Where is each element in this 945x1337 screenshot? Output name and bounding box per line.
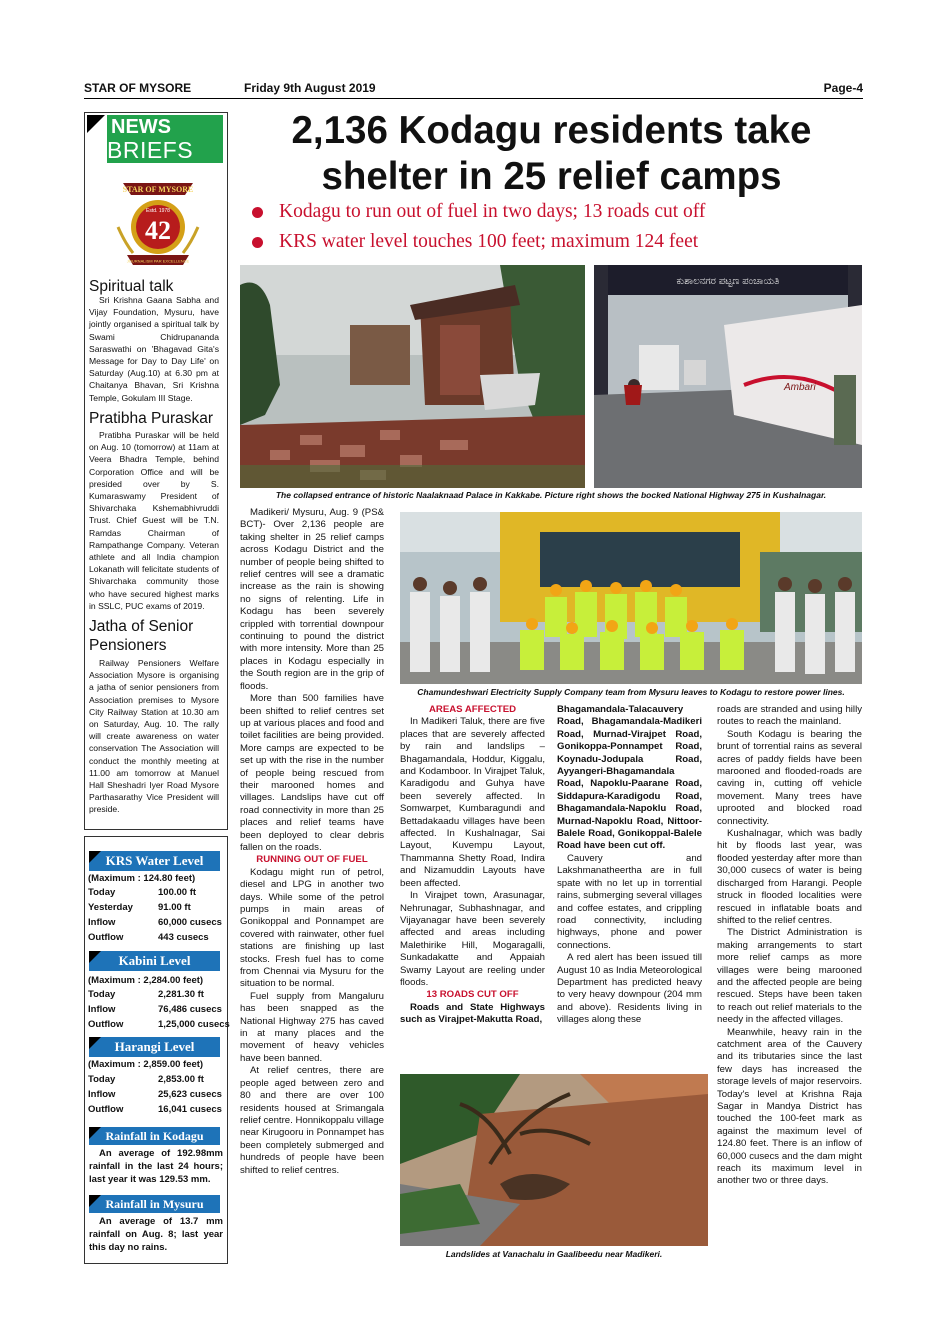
photo-caption-landslides: Landslides at Vanachalu in Gaalibeedu near Madikeri.	[445, 1249, 663, 1259]
water-levels-box: KRS Water Level (Maximum : 124.80 feet) Today 100.00 ft Yesterday 91.00 ft Inflow 60,000 cusecs Outflow 443 cusecs Kabini Level (Maximum : 2,284.00 feet) Today 2,281.30 ft Inflow 76,486 cusecs Outflow 1,25,000 cusecs Harangi Level (Maximum : 2,859.00 feet) Today 2,853.00 ft Inflow 25,623 cusecs Outflow 16,041 cusecs Rainfall in Kodagu An average of 192.98mm rainfall in the last 24 hours; last year it was 129.53 mm. Rainfall in Mysuru An average of 13.7 mm rainfall on Aug. 8; last year this day no rains.	[84, 836, 228, 1264]
logo-ribbon-text: JOURNALISM PAR EXCELLENCE	[126, 258, 190, 264]
subheading-running-out-of-fuel: RUNNING OUT OF FUEL	[256, 854, 368, 866]
rainfall-mysuru-text: An average of 13.7 mm rainfall on Aug. 8; last year this day no rains.	[89, 1216, 223, 1253]
article-paragraph: Cauvery and Lakshmanatheertha are in full spate with no let up in torrential rains, submerging several villages and coffee estates, and crippling road connectivity, including highways, phone and power connections.	[557, 852, 702, 951]
article-column-4	[717, 704, 862, 1188]
subheadline-fuel: Kodagu to run out of fuel in two days; 13 roads cut off	[252, 201, 705, 223]
harangi-max: (Maximum : 2,859.00 feet)	[88, 1059, 204, 1070]
corner-triangle-icon	[87, 115, 105, 133]
article-paragraph: Meanwhile, heavy rain in the catchment area of the Cauvery and its tributaries since the last few days has increased the storage levels of major reservoirs. Today's level at Krishna Raja Sagar in Mandya District has touched the 100-feet mark as against the maximum level of 124.80 feet. There is an inflow of 60,000 cusecs and the dam might reach its maximum level in another two or three days.	[717, 1026, 862, 1187]
subheading-areas-affected: AREAS AFFECTED	[428, 704, 517, 715]
rainfall-kodagu-text: An average of 192.98mm rainfall in the last 24 hours; last year it was 129.53 mm.	[89, 1148, 223, 1185]
red-bullet-icon	[252, 237, 263, 248]
article-paragraph: At relief centres, there are people aged between zero and 80 and there are over 100 residents housed at Srimangala relief centre. Honnikoppalu village near Kirugooru in Ponnampet has been completely submerged and hundreds of people have been shifted to relief centres.	[240, 1065, 384, 1176]
article-paragraph: Kushalnagar, which was badly hit by floods last year, was flooded yesterday after more than 30,000 cusecs of water is being discharged from Harangi. People struck in flooded localities were rescued in inflatable boats and shifted to the relief centres.	[717, 828, 862, 926]
photo-caption-cesc: Chamundeshwari Electricity Supply Company team from Mysuru leaves to Kodagu to restore power lines.	[417, 687, 845, 697]
harangi-level-heading: Harangi Level	[89, 1037, 220, 1057]
page-number: Page-4	[823, 81, 863, 95]
subheadline-krs: KRS water level touches 100 feet; maximum 124 feet	[252, 231, 698, 253]
brief-text-spiritual-talk: Sri Krishna Gaana Sabha and Vijay Foundation, Mysuru, have jointly organised a spiritual talk by Swami Chidrupananda Saraswathi on 'Bhagavad Gita's Message for Day to Day Life' on Saturday (Aug.10) at 6.30 pm at Chaitanya Bhavan, Sri Krishna Temple, Gokulam III Stage.	[89, 295, 219, 403]
kabini-max: (Maximum : 2,284.00 feet)	[88, 975, 204, 986]
star-of-mysore-42-logo	[113, 175, 203, 275]
article-column-2	[400, 704, 545, 1027]
rainfall-mysuru-heading: Rainfall in Mysuru	[89, 1195, 220, 1213]
article-paragraph-bold: Roads and State Highways such as Virajpet-Makutta Road,	[400, 1001, 545, 1026]
briefs-label: BRIEFS	[107, 137, 194, 163]
page-header	[84, 78, 863, 99]
article-paragraph: Kodagu might run of petrol, diesel and LPG in another two days. While some of the petrol pumps in main areas of Gonikoppal and Ponnampet are covered with rainwater, other fuel stations are finishing up last stocks. Fresh fuel has to come from Chennai via Mysuru for the situation to be normal.	[240, 866, 384, 990]
article-paragraph: In Madikeri Taluk, there are five places that are severely affected by rain and landslips – Bhagamandala, Hoddur, Kiggalu, and Kodamboor. In Virajpet Taluk, Karadigodu and Guhya have been severely affected. In Somwarpet, Kumbaragundi and Bettadakaadu villages have been affected. In Kushalnagar, Sai Layout, Kuvempu Layout, Thammanna Shetty Road, Indira and Nizamuddin Layouts have been affected.	[400, 716, 545, 889]
article-paragraph: South Kodagu is bearing the brunt of torrential rains as several acres of paddy fields have been marooned and flooded-roads are caving in, cutting off vehicle movement. Many trees have uprooted and blocked road connectivity.	[717, 728, 862, 827]
corner-triangle-icon	[89, 1195, 101, 1207]
arch-signboard-text: ಕುಶಾಲನಗರ ಪಟ್ಟಣ ಪಂಚಾಯತಿ	[676, 276, 780, 287]
article-paragraph: The District Administration is making arrangements to start more relief camps as more villages were being marooned and the affected people are being rescued. Steps have been taken to reach out relief materials to the needy in the affected villages.	[717, 927, 862, 1026]
issue-date: Friday 9th August 2019	[244, 81, 376, 95]
main-headline: 2,136 Kodagu residents take shelter in 25 relief camps	[291, 109, 812, 198]
photo-cesc-team	[400, 512, 862, 684]
news-briefs-heading	[85, 113, 227, 167]
news-briefs-box	[84, 112, 228, 830]
article-paragraph: A red alert has been issued till August 10 as India Meteorological Department has predicted heavy to very heavy downpour (204 mm and above). Residents living in villages along these	[557, 952, 702, 1026]
corner-triangle-icon	[89, 851, 101, 863]
logo-number: 42	[145, 216, 171, 245]
article-paragraph: Madikeri/ Mysuru, Aug. 9 (PS& BCT)- Over 2,136 people are taking shelter in 25 relief camps across Kodagu District and the number of people being shifted to relief centres will see a dramatic increase as the rain is showing no signs of relenting. Life in Kodagu has been severely crippled with torrential downpour continuing to pound the district with more intensity. More than 25 places in Kodagu especially in the South region are in the grip of floods.	[240, 507, 384, 692]
article-paragraph: More than 500 families have been shifted to relief centres set up at various places and food and toilet facilities are being provided. More camps are expected to be set up with the rise in the number of people being rescued from their marooned homes and villages. Landslips have cut off road connectivity in more than 25 places and relief teams have been deployed to clear debris fallen on the roads.	[240, 693, 385, 853]
article-paragraph-bold: Bhagamandala-Talacauvery Road, Bhagamandala-Madikeri Road, Murnad-Virajpet Road, Gonikoppa-Ponnampet Road, Koynadu-Jodupala Road, Ayyangeri-Bhagamandala Road, Napoklu-Paarane Road, Siddapura-Karadigodu Road, Bhagamandala-Napoklu Road, Murnad-Napoklu Road, Nittoor-Balele Road, Gonikoppal-Balele Road have been cut off.	[557, 704, 702, 852]
krs-max: (Maximum : 124.80 feet)	[88, 873, 196, 884]
corner-triangle-icon	[89, 951, 101, 963]
subheading-roads-cut-off: 13 ROADS CUT OFF	[426, 989, 519, 1001]
brief-heading-spiritual-talk: Spiritual talk	[89, 278, 174, 295]
kabini-level-heading: Kabini Level	[89, 951, 220, 971]
photo-blocked-highway	[594, 265, 862, 488]
brief-text-jatha: Railway Pensioners Welfare Association Mysore is organising a jatha of senior pensioners from Association premises to Mysore City Railway Station at 10.30 am on Saturday, Aug. 10. The rally will create awareness on water conservation The Association will conduct the monthly meeting at 11.00 am tomorrow at Manuel Hall Sheshadri Iyer Road Mysore Parthasarathy Vice President will preside.	[89, 658, 219, 815]
krs-level-heading: KRS Water Level	[89, 851, 220, 871]
article-paragraph: Fuel supply from Mangaluru has been snapped as the National Highway 275 has caved in at many places and the movement of heavy vehicles have been banned.	[240, 990, 384, 1064]
photo-caption-top: The collapsed entrance of historic Naalaknaad Palace in Kakkabe. Picture right shows the bocked National Highway 275 in Kushalnagar.	[275, 490, 827, 500]
corner-triangle-icon	[89, 1127, 101, 1139]
article-column-1	[240, 507, 384, 1177]
logo-top-text: STAR OF MYSORE	[122, 185, 194, 194]
article-paragraph: roads are stranded and using hilly routes to reach the mainland.	[717, 704, 862, 728]
corner-triangle-icon	[89, 1037, 101, 1049]
photo-collapsed-palace-entrance	[240, 265, 585, 488]
article-column-3	[557, 704, 702, 1027]
rainfall-kodagu-heading: Rainfall in Kodagu	[89, 1127, 220, 1145]
photo-landslides	[400, 1074, 708, 1246]
brief-heading-pratibha-puraskar: Pratibha Puraskar	[89, 410, 214, 427]
bus-label: Ambari	[784, 382, 816, 393]
brief-text-pratibha-puraskar: Pratibha Puraskar will be held on Aug. 10 (tomorrow) at 11am at Veera Bhadra Temple, behind Corporation Office and will be presided over by S. Kumaraswamy President of Shivarchaka Kshemabhivruddi Trust. Chief Guest will be T.N. Ramdas Chairman of Rampathange Company. Veteran athlete and all India champion Lokanath will felicitate students of Shivarchaka community those who have secured highest marks in SSLC, PUC exams of 2019.	[89, 430, 219, 611]
red-bullet-icon	[252, 207, 263, 218]
news-label: NEWS	[111, 116, 171, 138]
article-paragraph: In Virajpet town, Arasunagar, Nehrunagar, Subhashnagar, and Vijayanagar have been severely affected and areas including Malethirike Hill, Mogaragalli, Sunkadakatte and Appaiah Swamy Layout are reeling under floods.	[400, 890, 545, 988]
publication-name: STAR OF MYSORE	[84, 81, 192, 95]
logo-estd: Estd. 1978	[146, 208, 170, 214]
brief-heading-jatha: Jatha of Senior Pensioners	[89, 618, 194, 654]
